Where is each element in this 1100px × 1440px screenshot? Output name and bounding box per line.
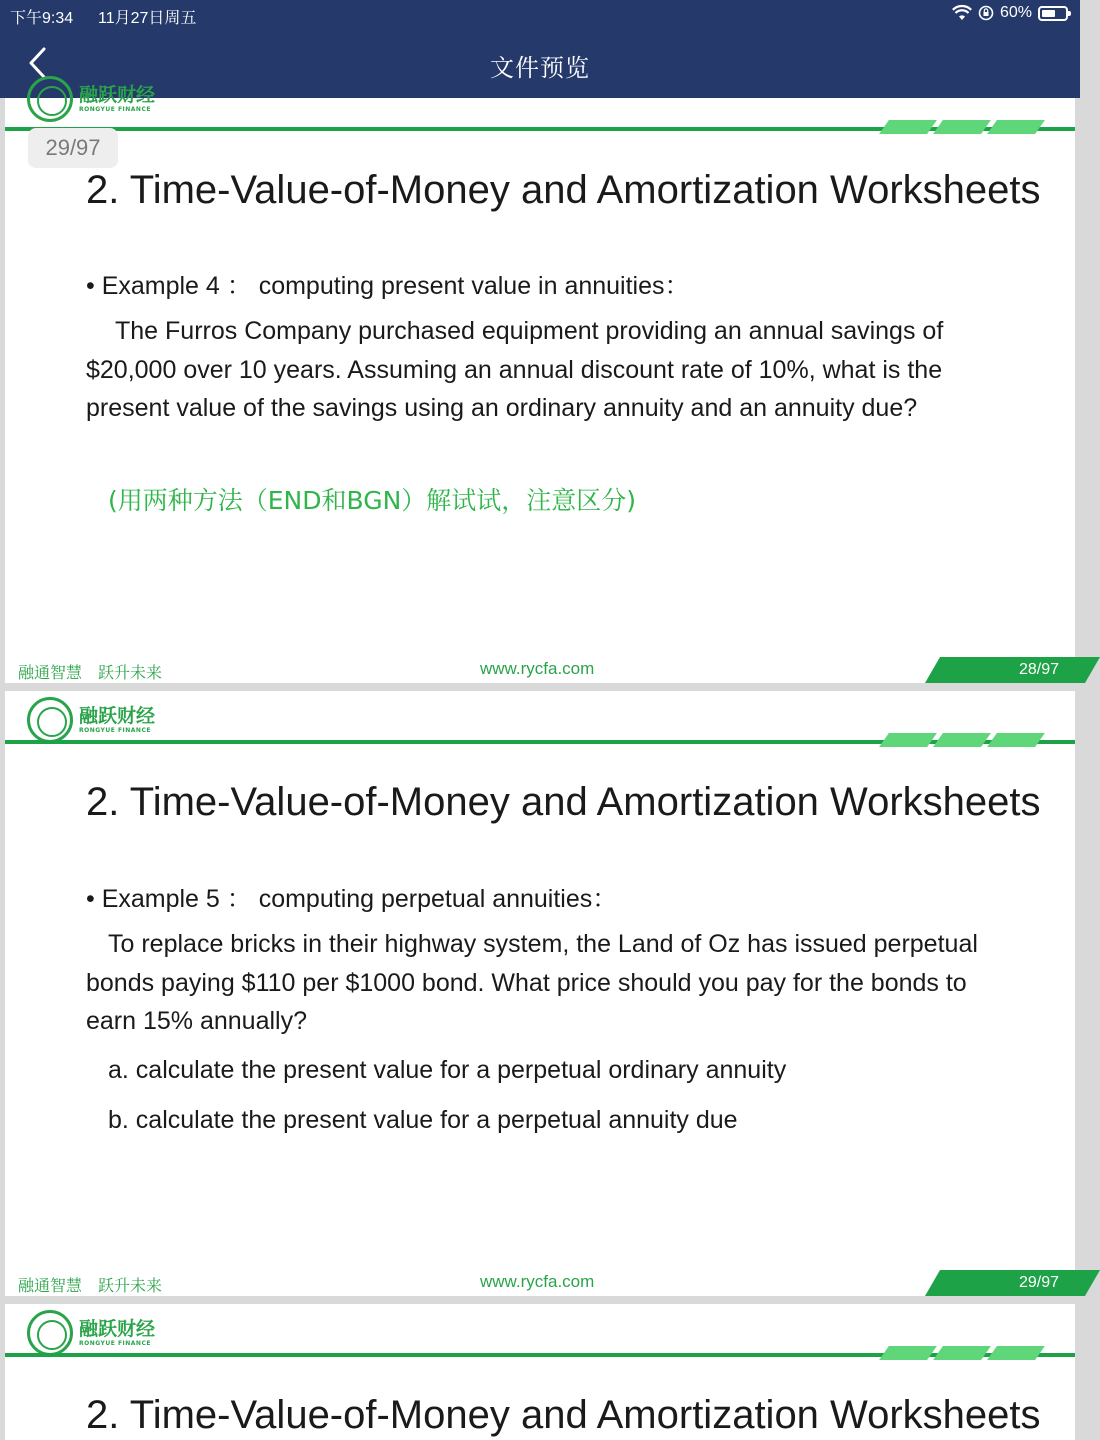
logo bbox=[27, 76, 155, 122]
footer-url: www.rycfa.com bbox=[480, 659, 595, 678]
slide-title: 2. Time-Value-of-Money and Amortization Worksheets bbox=[86, 168, 1041, 212]
page-indicator[interactable]: 29/97 bbox=[28, 128, 118, 168]
footer-page-badge bbox=[925, 1270, 1075, 1296]
top-bar bbox=[0, 0, 1080, 98]
battery-percent: 60% bbox=[999, 4, 1032, 21]
orientation-lock-icon bbox=[978, 5, 994, 21]
footer-url: www.rycfa.com bbox=[480, 1272, 595, 1291]
slide-30 bbox=[5, 1304, 1075, 1440]
logo-mark-icon bbox=[27, 76, 73, 122]
logo-mark-icon bbox=[27, 697, 73, 743]
example-heading: • Example 4 ： computing present value in annuities： bbox=[86, 272, 690, 300]
logo-cn: 融跃财经 bbox=[79, 1317, 156, 1340]
logo-en: RONGYUE FINANCE bbox=[79, 726, 151, 734]
battery-icon bbox=[1038, 6, 1068, 21]
logo bbox=[27, 697, 155, 743]
slide-title: 2. Time-Value-of-Money and Amortization Worksheets bbox=[86, 1393, 1041, 1437]
footer-page-number: 29/97 bbox=[1018, 1274, 1059, 1291]
header-stripes bbox=[884, 733, 1040, 747]
slide-28 bbox=[5, 83, 1075, 683]
example-body: The Furros Company purchased equipment providing an annual savings of $20,000 over 10 years. Assuming an annual discount rate of 10%, what is the present value of the savings using an ordinary annuity and an annuity due? bbox=[86, 317, 944, 422]
wifi-icon bbox=[952, 5, 972, 21]
logo-cn: 融跃财经 bbox=[79, 704, 156, 727]
status-time: 下午9:34 bbox=[10, 10, 74, 27]
status-right bbox=[952, 4, 1068, 22]
status-bar bbox=[0, 0, 1080, 30]
footer-slogan: 融通智慧 跃升未来 bbox=[18, 663, 163, 682]
logo-mark-icon bbox=[27, 1310, 73, 1356]
logo-cn: 融跃财经 bbox=[79, 83, 156, 106]
logo-en: RONGYUE FINANCE bbox=[79, 105, 151, 113]
item-b: b. calculate the present value for a perpetual annuity due bbox=[108, 1106, 738, 1134]
slide-title: 2. Time-Value-of-Money and Amortization Worksheets bbox=[86, 780, 1041, 824]
header-stripes bbox=[884, 1346, 1040, 1360]
header-stripes bbox=[884, 120, 1040, 134]
footer-page-badge bbox=[925, 657, 1075, 683]
example-heading: • Example 5 ： computing perpetual annuities： bbox=[86, 885, 618, 913]
status-date: 11月27日周五 bbox=[98, 10, 197, 27]
footer-slogan: 融通智慧 跃升未来 bbox=[18, 1276, 163, 1295]
nav-title: 文件预览 bbox=[490, 54, 590, 82]
slide-29 bbox=[5, 691, 1075, 1296]
logo bbox=[27, 1310, 155, 1356]
hint-note: (用两种方法（END和BGN）解试试，注意区分) bbox=[108, 486, 637, 515]
logo-en: RONGYUE FINANCE bbox=[79, 1339, 151, 1347]
footer-page-number: 28/97 bbox=[1018, 661, 1059, 678]
item-a: a. calculate the present value for a perpetual ordinary annuity bbox=[108, 1056, 787, 1084]
example-body: To replace bricks in their highway system, the Land of Oz has issued perpetual bonds paying $110 per $1000 bond. What price should you pay for the bonds to earn 15% annually? bbox=[86, 930, 978, 1035]
